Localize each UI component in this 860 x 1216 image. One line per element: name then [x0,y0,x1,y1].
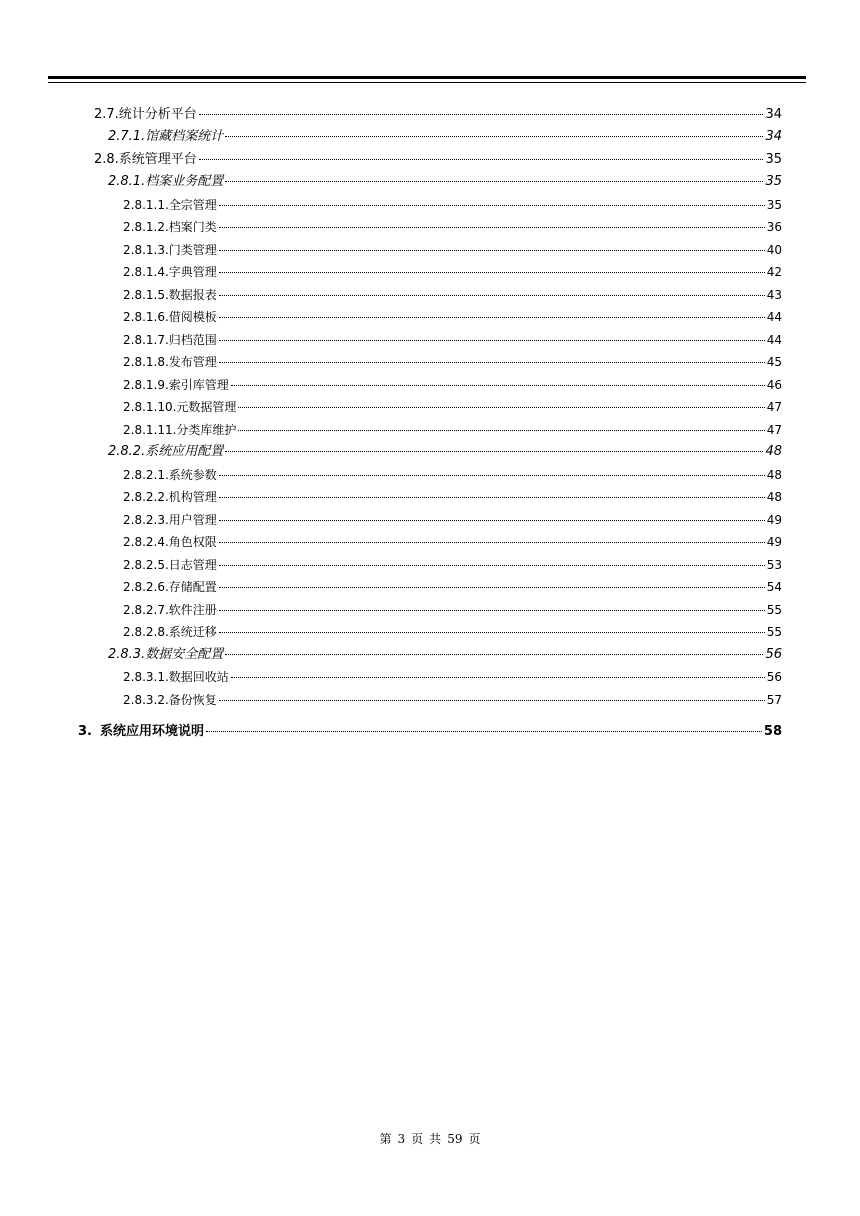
toc-chapter-number: 3. [78,724,92,739]
toc-entry-page: 35 [766,198,782,212]
toc-entry-label [78,723,204,741]
toc-entry-page: 40 [766,243,782,257]
toc-entry-page: 44 [766,310,782,324]
toc-entry-label: 2.8.2.6.存储配置 [123,580,217,594]
toc-entry[interactable] [108,173,782,191]
toc-leader-dots [219,475,765,476]
toc-leader-dots [219,317,765,318]
toc-leader-dots [225,136,763,137]
toc-entry-label: 2.8.1.10.元数据管理 [123,400,237,414]
toc-entry[interactable] [123,578,782,596]
toc-entry[interactable] [123,353,782,371]
toc-leader-dots [225,451,763,452]
toc-entry[interactable] [123,218,782,236]
footer-current-page: 3 [397,1132,406,1146]
toc-leader-dots [219,205,765,206]
toc-entry-label: 2.7.1.馆藏档案统计 [108,129,224,144]
toc-entry-label: 2.8.1.6.借阅模板 [123,310,217,324]
toc-entry[interactable] [123,623,782,641]
toc-entry-label: 2.8.1.2.档案门类 [123,220,217,234]
toc-leader-dots [219,295,765,296]
toc-entry-page: 54 [766,580,782,594]
toc-chapter-title: 系统应用环境说明 [100,724,205,739]
toc-leader-dots [199,114,764,115]
toc-entry[interactable] [123,511,782,529]
toc-entry-page: 57 [766,693,782,707]
toc-entry-page: 49 [766,513,782,527]
toc-entry-page: 44 [766,333,782,347]
toc-entry[interactable] [123,398,782,416]
toc-entry[interactable] [123,196,782,214]
toc-entry-chapter[interactable] [78,723,782,741]
toc-entry-page: 48 [766,490,782,504]
toc-entry[interactable] [123,308,782,326]
header-rule-thick [48,76,806,79]
toc-leader-dots [206,731,762,732]
toc-leader-dots [219,227,765,228]
toc-leader-dots [219,520,765,521]
toc-entry-page: 47 [766,400,782,414]
toc-entry-label: 2.8.2.4.角色权限 [123,535,217,549]
toc-leader-dots [219,340,765,341]
toc-entry[interactable] [123,421,782,439]
toc-entry-label: 2.8.1.5.数据报表 [123,288,217,302]
toc-entry-page: 47 [766,423,782,437]
toc-leader-dots [225,181,763,182]
toc-entry-page: 34 [765,107,782,122]
toc-entry-page: 43 [766,288,782,302]
toc-entry-page: 58 [763,724,782,739]
toc-entry-label: 2.8.3.2.备份恢复 [123,693,217,707]
toc-leader-dots [231,385,765,386]
toc-entry-page: 42 [766,265,782,279]
toc-entry[interactable] [123,286,782,304]
toc-leader-dots [219,610,765,611]
toc-leader-dots [238,407,764,408]
toc-entry-label: 2.8.1.8.发布管理 [123,355,217,369]
toc-entry-page: 56 [765,647,782,662]
toc-entry[interactable] [108,646,782,664]
toc-entry[interactable] [108,128,782,146]
toc-leader-dots [231,677,765,678]
toc-entry[interactable] [123,376,782,394]
toc-entry-page: 36 [766,220,782,234]
toc-entry[interactable] [123,488,782,506]
toc-entry-label: 2.8.系统管理平台 [94,152,197,167]
toc-entry[interactable] [123,263,782,281]
toc-leader-dots [219,565,765,566]
toc-entry[interactable] [123,241,782,259]
toc-entry-label: 2.7.统计分析平台 [94,107,197,122]
toc-entry-page: 48 [766,468,782,482]
toc-entry-page: 55 [766,603,782,617]
toc-entry-page: 46 [766,378,782,392]
toc-entry[interactable] [123,691,782,709]
toc-entry-page: 45 [766,355,782,369]
toc-entry-label: 2.8.3.数据安全配置 [108,647,224,662]
toc-entry[interactable] [123,331,782,349]
toc-entry[interactable] [94,151,782,169]
toc-leader-dots [219,497,765,498]
toc-entry-page: 55 [766,625,782,639]
footer-total-label: 共 [429,1132,442,1146]
toc-leader-dots [219,250,765,251]
footer-total-unit: 页 [468,1132,481,1146]
header-rule-thin [48,82,806,83]
page-footer [0,1130,860,1147]
toc-entry-page: 49 [766,535,782,549]
toc-entry-label: 2.8.1.档案业务配置 [108,174,224,189]
toc-leader-dots [219,272,765,273]
footer-total-pages: 59 [447,1132,463,1146]
toc-leader-dots [219,587,765,588]
toc-entry-label: 2.8.1.7.归档范围 [123,333,217,347]
toc-entry[interactable] [108,443,782,461]
toc-entry-label: 2.8.3.1.数据回收站 [123,670,229,684]
toc-entry[interactable] [123,466,782,484]
toc-entry[interactable] [123,668,782,686]
footer-page-prefix: 第 [379,1132,392,1146]
toc-entry[interactable] [123,601,782,619]
toc-leader-dots [199,159,764,160]
toc-entry-label: 2.8.1.1.全宗管理 [123,198,217,212]
toc-entry-label: 2.8.2.5.日志管理 [123,558,217,572]
toc-entry[interactable] [123,533,782,551]
toc-leader-dots [225,654,763,655]
footer-page-unit: 页 [411,1132,424,1146]
toc-entry-label: 2.8.2.2.机构管理 [123,490,217,504]
toc-entry-label: 2.8.2.7.软件注册 [123,603,217,617]
toc-entry-label: 2.8.2.3.用户管理 [123,513,217,527]
toc-leader-dots [238,430,764,431]
toc-leader-dots [219,632,765,633]
toc-entry-label: 2.8.1.4.字典管理 [123,265,217,279]
toc-entry-label: 2.8.1.3.门类管理 [123,243,217,257]
toc-entry-page: 35 [765,174,782,189]
toc-leader-dots [219,700,765,701]
toc-entry-label: 2.8.2.系统应用配置 [108,444,224,459]
toc-leader-dots [219,542,765,543]
toc-entry-label: 2.8.1.9.索引库管理 [123,378,229,392]
toc-entry-label: 2.8.2.8.系统迁移 [123,625,217,639]
toc-entry-page: 53 [766,558,782,572]
toc-entry-page: 34 [765,129,782,144]
toc-leader-dots [219,362,765,363]
toc-entry-label: 2.8.1.11.分类库维护 [123,423,237,437]
toc-entry[interactable] [123,556,782,574]
toc-entry-label: 2.8.2.1.系统参数 [123,468,217,482]
toc-entry-page: 48 [765,444,782,459]
toc-entry[interactable] [94,106,782,124]
toc-entry-page: 35 [765,152,782,167]
toc-entry-page: 56 [766,670,782,684]
